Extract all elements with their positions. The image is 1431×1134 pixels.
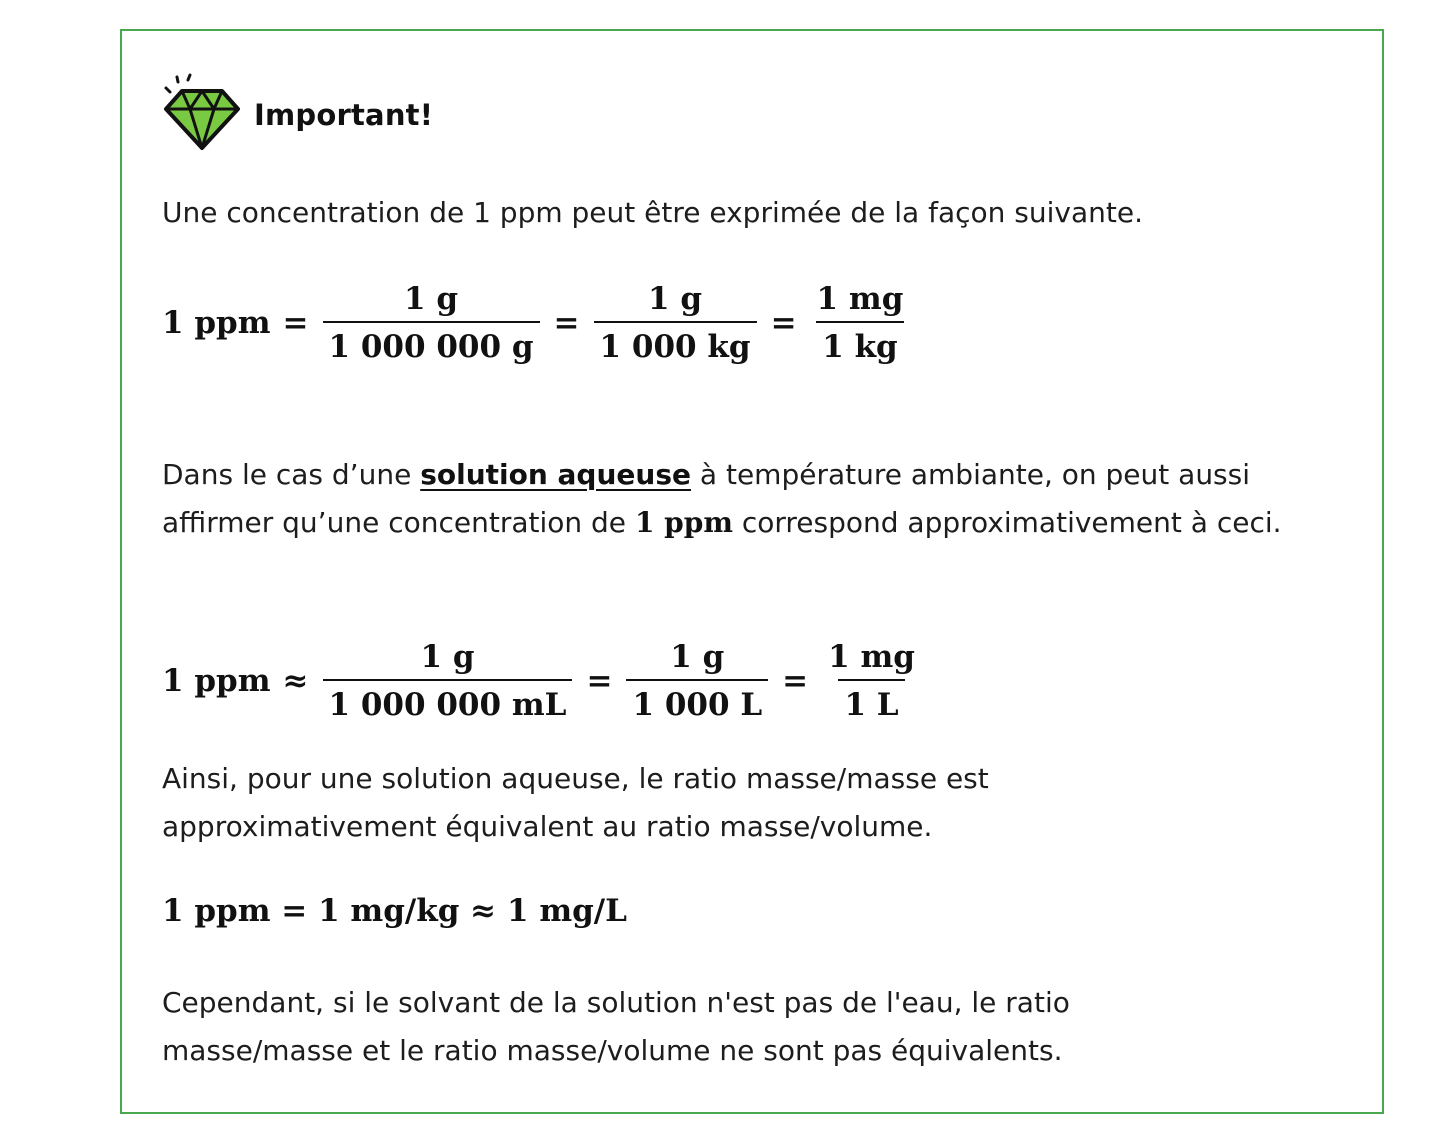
eq1-op1: = [282,305,309,341]
aqueous-text-1: Dans le cas d’une [162,458,421,491]
callout-title: Important! [254,98,434,132]
eq1-op2: = [553,305,580,341]
eq2-f3-numerator: 1 mg [828,639,915,675]
eq1-f3-denominator: 1 kg [816,321,904,367]
callout-header [162,71,433,151]
eq1-fraction-3 [811,279,910,367]
eq1-f1-numerator: 1 g [404,281,459,317]
eq1-op3: = [770,305,797,341]
eq2-f1-denominator: 1 000 000 mL [323,679,573,725]
eq2-fraction-1 [323,637,573,725]
eq2-f2-numerator: 1 g [670,639,725,675]
equation-summary: 1 ppm = 1 mg/kg ≈ 1 mg/L [162,893,627,929]
aqueous-text-2: à température ambiante, on peut aussi affirmer qu’une concentration de [162,458,1251,539]
eq2-f3-denominator: 1 L [838,679,904,725]
eq2-op2: = [586,663,613,699]
intro-paragraph: Une concentration de 1 ppm peut être exprimée de la façon suivante. [162,196,1143,229]
eq1-f2-denominator: 1 000 kg [594,321,757,367]
aqueous-text-3: correspond approximativement à ceci. [732,506,1282,539]
eq2-op3: = [782,663,809,699]
eq1-f1-denominator: 1 000 000 g [323,321,540,367]
eq2-fraction-3 [822,637,921,725]
equation-ppm-volume [162,637,923,725]
eq1-fraction-2 [594,279,757,367]
solution-aqueuse-link[interactable]: solution aqueuse [420,458,691,491]
eq2-op1: ≈ [282,663,309,699]
equation-ppm-mass [162,279,911,367]
diamond-icon [162,71,242,151]
eq1-lhs: 1 ppm [162,305,271,341]
eq2-f1-numerator: 1 g [420,639,475,675]
eq2-fraction-2 [626,637,768,725]
eq1-fraction-1 [323,279,540,367]
important-callout [120,29,1384,1114]
aqueous-inline-math: 1 ppm [634,506,733,539]
caveat-paragraph: Cependant, si le solvant de la solution n'est pas de l'eau, le ratio masse/masse et le ratio masse/volume ne sont pas équivalents. [162,986,1070,1067]
eq2-lhs: 1 ppm [162,663,271,699]
eq1-f3-numerator: 1 mg [816,281,904,317]
aqueous-paragraph [162,451,1342,547]
eq2-f2-denominator: 1 000 L [626,679,768,725]
eq1-f2-numerator: 1 g [648,281,703,317]
ratio-paragraph: Ainsi, pour une solution aqueuse, le ratio masse/masse est approximativement équivalent au ratio masse/volume. [162,762,989,843]
